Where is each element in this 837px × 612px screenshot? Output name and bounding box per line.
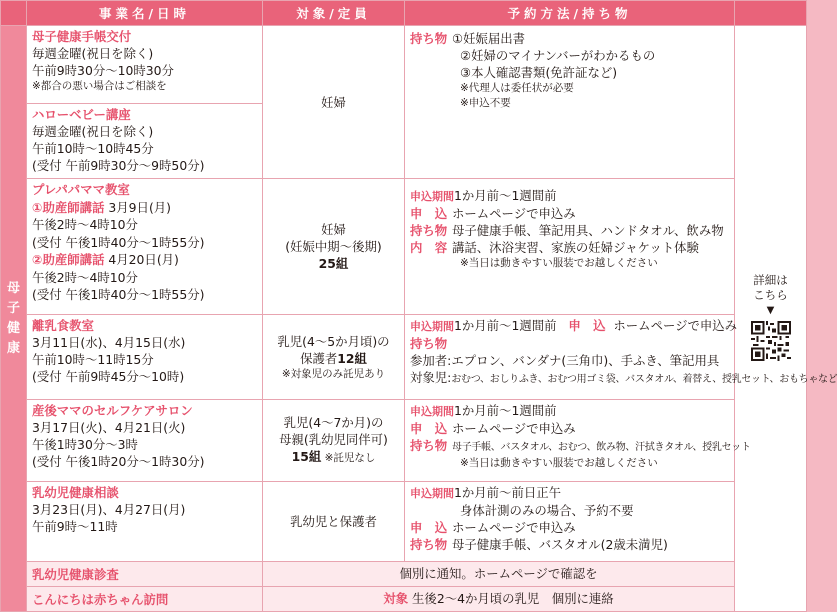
arrow-down-icon: ▼ <box>766 304 775 316</box>
info-kenko-shinsa: 個別に通知。ホームページで確認を <box>263 561 735 586</box>
reservation-prepapa-mama: 申込期間1か月前〜1週間前 申 込 ホームページで申込み 持ち物 母子健康手帳、筆記用具、ハンドタオル、飲み物 内 容 講話、沐浴実習、家族の妊婦ジャケット体験 ※当日は動きやすい服装でお越しください <box>405 179 735 315</box>
event-rinyushoku: 離乳食教室 3月11日(水)、4月15日(水) 午前10時〜11時15分 (受付 午前9時45分〜10時) <box>27 315 263 399</box>
reservation-boshi-techo: 持ち物 ①妊娠届出書 ②妊婦のマイナンバーがわかるもの ③本人確認書類(免許証など) ※代理人は委任状が必要 ※申込不要 <box>405 26 735 179</box>
target-pregnant: 妊婦 <box>263 26 405 179</box>
event-prepapa-mama: プレパパママ教室 ①助産師講話 3月9日(月) 午後2時〜4時10分 (受付 午後1時40分〜1時55分) ②助産師講話 4月20日(月) 午後2時〜4時10分 (受付 午後1時40分〜1時55分) <box>27 179 263 315</box>
category-label: 母 子 健 康 <box>1 26 27 612</box>
target-prepapa-mama: 妊婦 (妊娠中期〜後期) 25組 <box>263 179 405 315</box>
target-selfcare-salon: 乳児(4〜7か月)の 母親(乳幼児同伴可) 15組 ※託児なし <box>263 399 405 481</box>
header-reservation: 予約方法/持ち物 <box>405 1 735 26</box>
event-hello-baby: ハローベビー講座 毎週金曜(祝日を除く) 午前10時〜10時45分 (受付 午前9時30分〜9時50分) <box>27 104 263 179</box>
reservation-rinyushoku: 申込期間1か月前〜1週間前 申 込 ホームページで申込み 持ち物 参加者:エプロン、バンダナ(三角巾)、手ふき、筆記用具 対象児:おむつ、おしりふき、おむつ用ゴミ袋、バスタオル、着替え、授乳セット、おもちゃなど <box>405 315 735 399</box>
event-akachan-homon: こんにちは赤ちゃん訪問 <box>27 586 263 611</box>
qr-cell <box>735 26 807 612</box>
info-akachan-homon: 対象 生後2〜4か月頃の乳児 個別に連絡 <box>263 586 735 611</box>
header-event: 事業名/日時 <box>27 1 263 26</box>
target-rinyushoku: 乳児(4〜5か月頃)の 保護者12組 ※対象児のみ託児あり <box>263 315 405 399</box>
qr-code-icon[interactable] <box>751 321 791 361</box>
event-kenko-shinsa: 乳幼児健康診査 <box>27 561 263 586</box>
target-kenko-sodan: 乳幼児と保護者 <box>263 481 405 561</box>
event-selfcare-salon: 産後ママのセルフケアサロン 3月17日(火)、4月21日(火) 午後1時30分〜3時 (受付 午後1時20分〜1時30分) <box>27 399 263 481</box>
header-qr-spacer <box>735 1 807 26</box>
header-spacer <box>1 1 27 26</box>
header-target: 対象/定員 <box>263 1 405 26</box>
reservation-kenko-sodan: 申込期間1か月前〜前日正午 身体計測のみの場合、予約不要 申 込 ホームページで申込み 持ち物 母子健康手帳、バスタオル(2歳未満児) <box>405 481 735 561</box>
event-boshi-techo: 母子健康手帳交付 毎週金曜(祝日を除く) 午前9時30分〜10時30分 ※都合の悪い場合はご相談を <box>27 26 263 104</box>
qr-caption: 詳細は こちら ▼ <box>735 273 806 318</box>
event-kenko-sodan: 乳幼児健康相談 3月23日(月)、4月27日(月) 午前9時〜11時 <box>27 481 263 561</box>
reservation-selfcare-salon: 申込期間1か月前〜1週間前 申 込 ホームページで申込み 持ち物 母子手帳、バスタオル、おむつ、飲み物、汗拭きタオル、授乳セット ※当日は動きやすい服装でお越しください <box>405 399 735 481</box>
